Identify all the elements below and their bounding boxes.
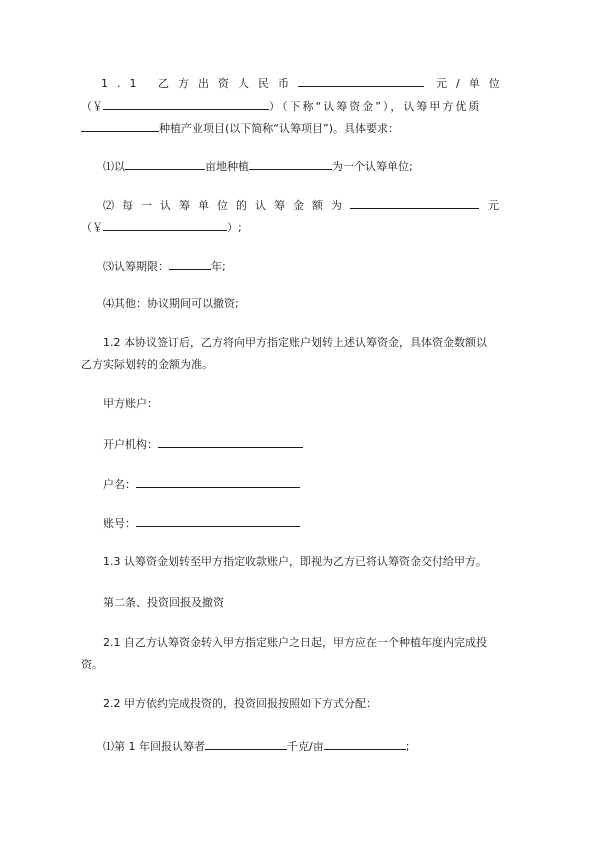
return-1-mid: 千克/亩 (287, 740, 324, 753)
clause-1-2-line-2 (81, 358, 213, 372)
clause-1-1-line-1-suffix: 元/单位 (436, 77, 509, 90)
requirement-3-prefix: ⑶认筹期限： (103, 260, 169, 273)
requirement-1-mid: 亩地种植 (205, 160, 249, 173)
requirement-3 (103, 258, 226, 272)
clause-2-1-line-1-text: 2.1 自乙方认筹资金转入甲方指定账户之日起，甲方应在一个种植年度内完成投 (103, 636, 487, 649)
clause-1-1-line-2-prefix: （￥ (81, 100, 103, 113)
clause-1-3 (103, 555, 487, 569)
requirement-4 (103, 297, 239, 311)
requirement-2-prefix: ⑵每一认筹单位的认筹金额为 (103, 199, 350, 212)
account-name-label: 户名： (103, 478, 136, 491)
bank-line (103, 436, 303, 450)
requirement-4-text: ⑷其他：协议期间可以撤资; (103, 297, 239, 310)
requirement-1-suffix: 为一个认筹单位; (332, 160, 413, 173)
clause-2-1-line-2-text: 资。 (81, 658, 103, 671)
return-1 (103, 738, 409, 752)
return-1-suffix: ; (405, 740, 410, 753)
clause-2-1-line-1 (103, 636, 487, 650)
bank-blank[interactable] (158, 436, 303, 448)
requirement-2-line-1 (103, 197, 499, 211)
requirement-1 (103, 158, 413, 172)
clause-2-2-text: 2.2 甲方依约完成投资的，投资回报按照如下方式分配： (103, 697, 377, 710)
account-name-line (103, 476, 300, 490)
clause-1-3-text: 1.3 认筹资金划转至甲方指定收款账户，即视为乙方已将认筹资金交付给甲方。 (103, 555, 487, 568)
requirement-2-line-2-prefix: （￥ (81, 221, 103, 234)
account-heading (103, 397, 158, 411)
account-name-blank[interactable] (136, 476, 300, 488)
requirement-2-line-2-suffix: ）; (227, 221, 242, 234)
clause-1-2-line-2-text: 乙方实际划转的金额为准。 (81, 358, 213, 371)
bank-label: 开户机构： (103, 438, 158, 451)
requirement-2-line-2 (81, 219, 242, 233)
clause-1-2-line-1 (103, 336, 487, 350)
clause-1-1-line-3-suffix: 种植产业项目(以下简称“认筹项目”)。具体要求： (159, 122, 399, 135)
account-heading-text: 甲方账户： (103, 397, 158, 410)
requirement-3-suffix: 年; (211, 260, 226, 273)
account-number-blank[interactable] (136, 515, 300, 527)
clause-1-2-line-1-text: 1.2 本协议签订后，乙方将向甲方指定账户划转上述认筹资金，具体资金数额以 (103, 336, 487, 349)
requirement-1-prefix: ⑴以 (103, 160, 125, 173)
crop-blank[interactable] (249, 158, 332, 170)
clause-1-1-line-1 (101, 75, 509, 89)
return-1-prefix: ⑴第 1 年回报认筹者 (103, 740, 205, 753)
account-number-line (103, 515, 300, 529)
term-blank[interactable] (169, 258, 211, 270)
amount-figure-blank[interactable] (103, 98, 269, 110)
unit-amount-figure-blank[interactable] (103, 219, 227, 231)
return-amount-blank[interactable] (205, 738, 287, 750)
acreage-blank[interactable] (125, 158, 205, 170)
clause-1-1-line-3 (81, 120, 399, 134)
account-number-label: 账号： (103, 517, 136, 530)
clause-1-1-line-2 (81, 98, 481, 112)
amount-blank[interactable] (298, 75, 424, 87)
clause-1-1-line-2-suffix: ）（下称“认筹资金”），认筹甲方优质 (269, 100, 482, 113)
clause-2-2 (103, 697, 377, 711)
unit-amount-blank[interactable] (350, 197, 479, 209)
clause-2-1-line-2 (81, 658, 103, 672)
requirement-2-unit: 元 (488, 199, 499, 212)
article-2-heading-text: 第二条、投资回报及撤资 (103, 596, 224, 609)
clause-1-1-line-1-prefix: 1.1 乙方出资人民币 (101, 77, 298, 90)
article-2-heading (103, 596, 224, 610)
return-extra-blank[interactable] (324, 738, 406, 750)
project-name-blank[interactable] (81, 120, 159, 132)
